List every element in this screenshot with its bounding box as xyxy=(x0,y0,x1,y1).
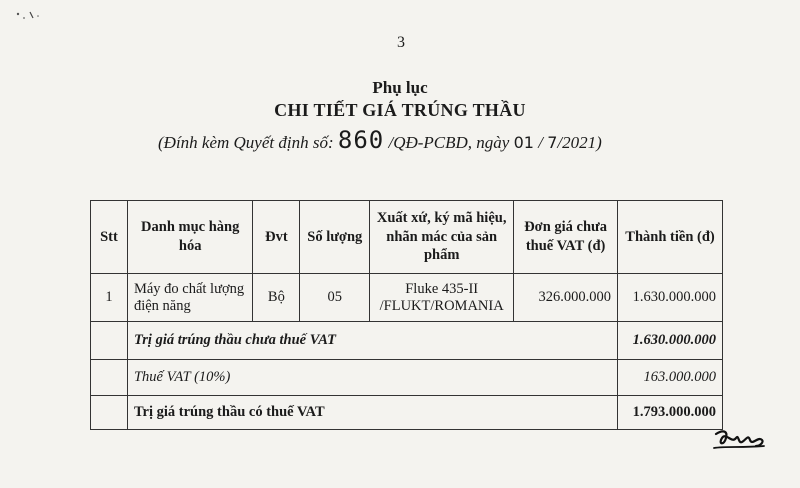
bid-price-table xyxy=(90,200,723,430)
vat-value: 163.000.000 xyxy=(618,360,723,396)
total-value: 1.793.000.000 xyxy=(618,396,723,430)
page-number: 3 xyxy=(397,34,405,51)
cell-stt: 1 xyxy=(91,274,128,322)
header-quantity: Số lượng xyxy=(300,201,370,274)
vat-blank xyxy=(91,360,128,396)
cell-unit: Bộ xyxy=(253,274,300,322)
decision-number: 860 xyxy=(337,126,385,154)
header-unit-price: Đơn giá chưa thuế VAT (đ) xyxy=(514,201,618,274)
decision-prefix: (Đính kèm Quyết định số: xyxy=(158,133,334,152)
vat-label: Thuế VAT (10%) xyxy=(127,360,617,396)
vat-row xyxy=(91,360,723,396)
total-blank xyxy=(91,396,128,430)
total-row xyxy=(91,396,723,430)
header-stt: Stt xyxy=(91,201,128,274)
decision-day: 01 xyxy=(513,133,534,152)
scan-specks xyxy=(14,8,54,28)
subtotal-label: Trị giá trúng thầu chưa thuế VAT xyxy=(127,322,617,360)
header-unit: Đvt xyxy=(253,201,300,274)
cell-item: Máy đo chất lượng điện năng xyxy=(127,274,252,322)
date-separator: / xyxy=(538,133,543,152)
header-amount: Thành tiền (đ) xyxy=(618,201,723,274)
table-row xyxy=(91,274,723,322)
decision-month: 7 xyxy=(547,133,558,152)
decision-code: /QĐ-PCBD, ngày xyxy=(388,133,510,152)
header-origin: Xuất xứ, ký mã hiệu, nhãn mác của sản phẩm xyxy=(370,201,514,274)
header-item: Danh mục hàng hóa xyxy=(127,201,252,274)
cell-origin: Fluke 435-II /FLUKT/ROMANIA xyxy=(370,274,514,322)
decision-reference xyxy=(158,126,602,154)
subtotal-row xyxy=(91,322,723,360)
cell-quantity: 05 xyxy=(300,274,370,322)
subtotal-value: 1.630.000.000 xyxy=(618,322,723,360)
total-label: Trị giá trúng thầu có thuế VAT xyxy=(127,396,617,430)
initials-signature xyxy=(712,424,772,454)
table-header-row xyxy=(91,201,723,274)
cell-unit-price: 326.000.000 xyxy=(514,274,618,322)
document-title: CHI TIẾT GIÁ TRÚNG THẦU xyxy=(274,100,526,120)
appendix-label: Phụ lục xyxy=(372,78,428,97)
subtotal-blank xyxy=(91,322,128,360)
cell-amount: 1.630.000.000 xyxy=(618,274,723,322)
decision-year: /2021) xyxy=(557,133,602,152)
